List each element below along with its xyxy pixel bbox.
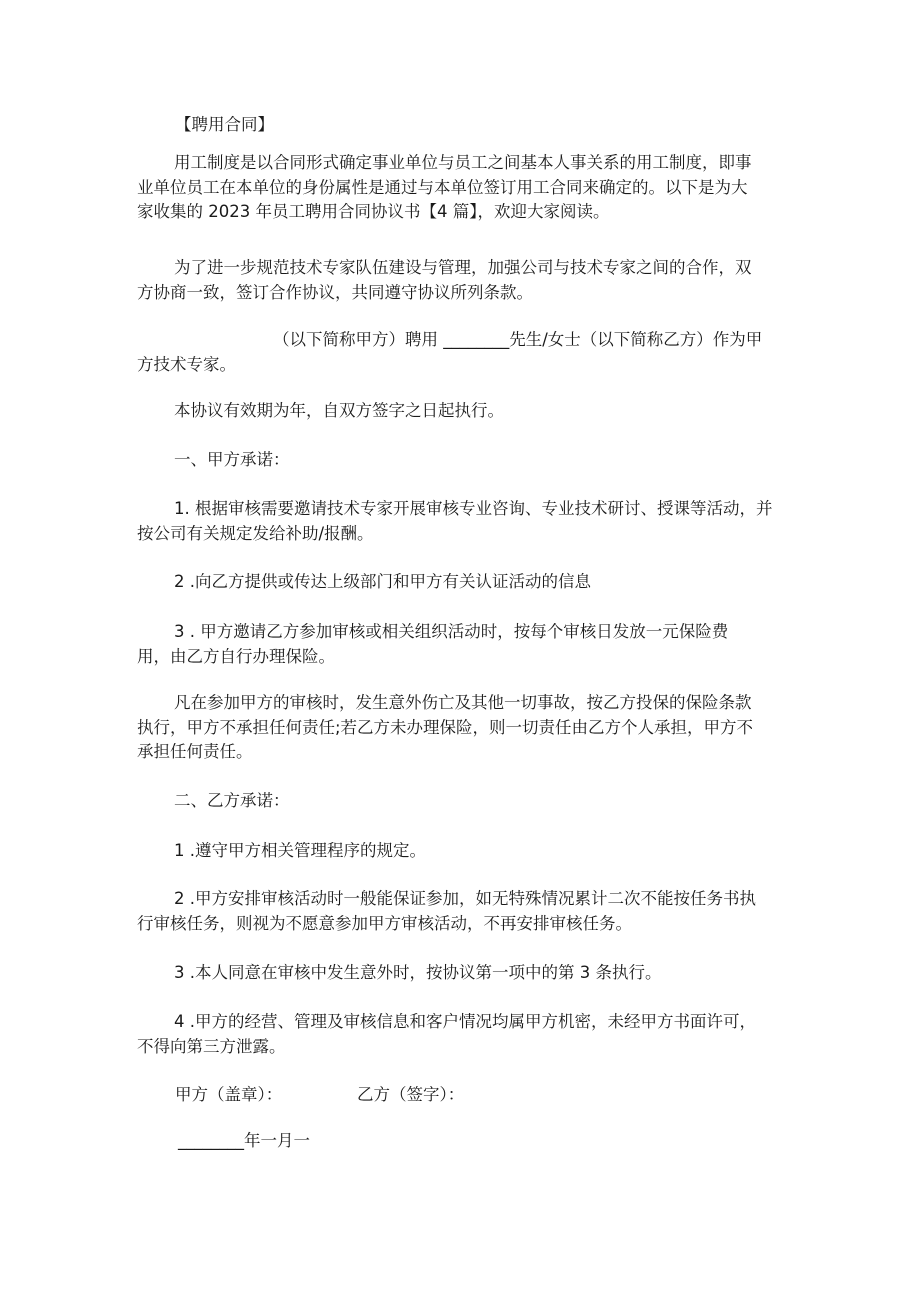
clause-a2 [137,570,783,595]
clause-b2 [137,887,783,936]
purpose-line: 为了进一步规范技术专家队伍建设与管理，加强公司与技术专家之间的合作，双 [174,258,752,277]
clause-b2-line: 行审核任务，则视为不愿意参加甲方审核活动，不再安排审核任务。 [137,913,632,933]
clause-b3-line: 3 .本人同意在审核中发生意外时，按协议第一项中的第 3 条执行。 [174,963,662,982]
accident-line: 承担任何责任。 [137,742,253,761]
hire-line: 方技术专家。 [137,354,236,374]
clause-b1 [137,839,783,864]
clause-b4-line: 4 .甲方的经营、管理及审核信息和客户情况均属甲方机密，未经甲方书面许可， [174,1012,756,1031]
accident-line: 执行，甲方不承担任何责任;若乙方未办理保险，则一切责任由乙方个人承担，甲方不 [137,717,754,737]
clause-b4-line: 不得向第三方泄露。 [137,1036,286,1056]
accident-line: 凡在参加甲方的审核时，发生意外伤亡及其他一切事故，按乙方投保的保险条款 [174,693,752,712]
party-a-heading [137,448,783,473]
party-b-signature-label: 乙方（签字）： [357,1085,465,1104]
clause-b4 [137,1010,783,1059]
accident-paragraph [137,691,783,765]
clause-a3-line: 用，由乙方自行办理保险。 [137,646,335,666]
party-b-heading [137,789,783,814]
document-title [175,113,821,138]
hire-paragraph [137,328,783,377]
hire-line: （以下简称甲方）聘用 ________先生/女士（以下简称乙方）作为甲 [273,330,763,349]
intro-line: 用工制度是以合同形式确定事业单位与员工之间基本人事关系的用工制度，即事 [174,153,752,172]
clause-a3 [137,620,783,669]
clause-a1-line: 1. 根据审核需要邀请技术专家开展审核专业咨询、专业技术研讨、授课等活动，并 [174,499,773,518]
intro-line: 家收集的 2023 年员工聘用合同协议书【4 篇】，欢迎大家阅读。 [137,202,610,221]
intro-line: 业单位员工在本单位的身份属性是通过与本单位签订用工合同来确定的。以下是为大 [137,177,748,197]
purpose-paragraph [137,256,783,305]
clause-b1-line: 1 .遵守甲方相关管理程序的规定。 [174,841,426,860]
date-line: ________年一月一 [178,1131,310,1150]
title-text: 【聘用合同】 [175,115,274,134]
intro-paragraph [137,151,783,225]
clause-a1-line: 按公司有关规定发给补助/报酬。 [137,523,374,543]
validity-paragraph [137,399,783,424]
clause-a2-line: 2 .向乙方提供或传达上级部门和甲方有关认证活动的信息 [174,572,591,591]
party-a-heading-text: 一、甲方承诺： [174,450,290,469]
party-a-signature-label: 甲方（盖章）： [175,1085,283,1104]
purpose-line: 方协商一致，签订合作协议，共同遵守协议所列条款。 [137,282,533,302]
party-b-heading-text: 二、乙方承诺： [174,791,290,810]
clause-a1 [137,497,783,546]
clause-a3-line: 3 . 甲方邀请乙方参加审核或相关组织活动时，按每个审核日发放一元保险费 [174,622,729,641]
validity-line: 本协议有效期为年，自双方签字之日起执行。 [174,401,504,420]
clause-b2-line: 2 .甲方安排审核活动时一般能保证参加，如无特殊情况累计二次不能按任务书执 [174,889,756,908]
clause-b3 [137,961,783,986]
